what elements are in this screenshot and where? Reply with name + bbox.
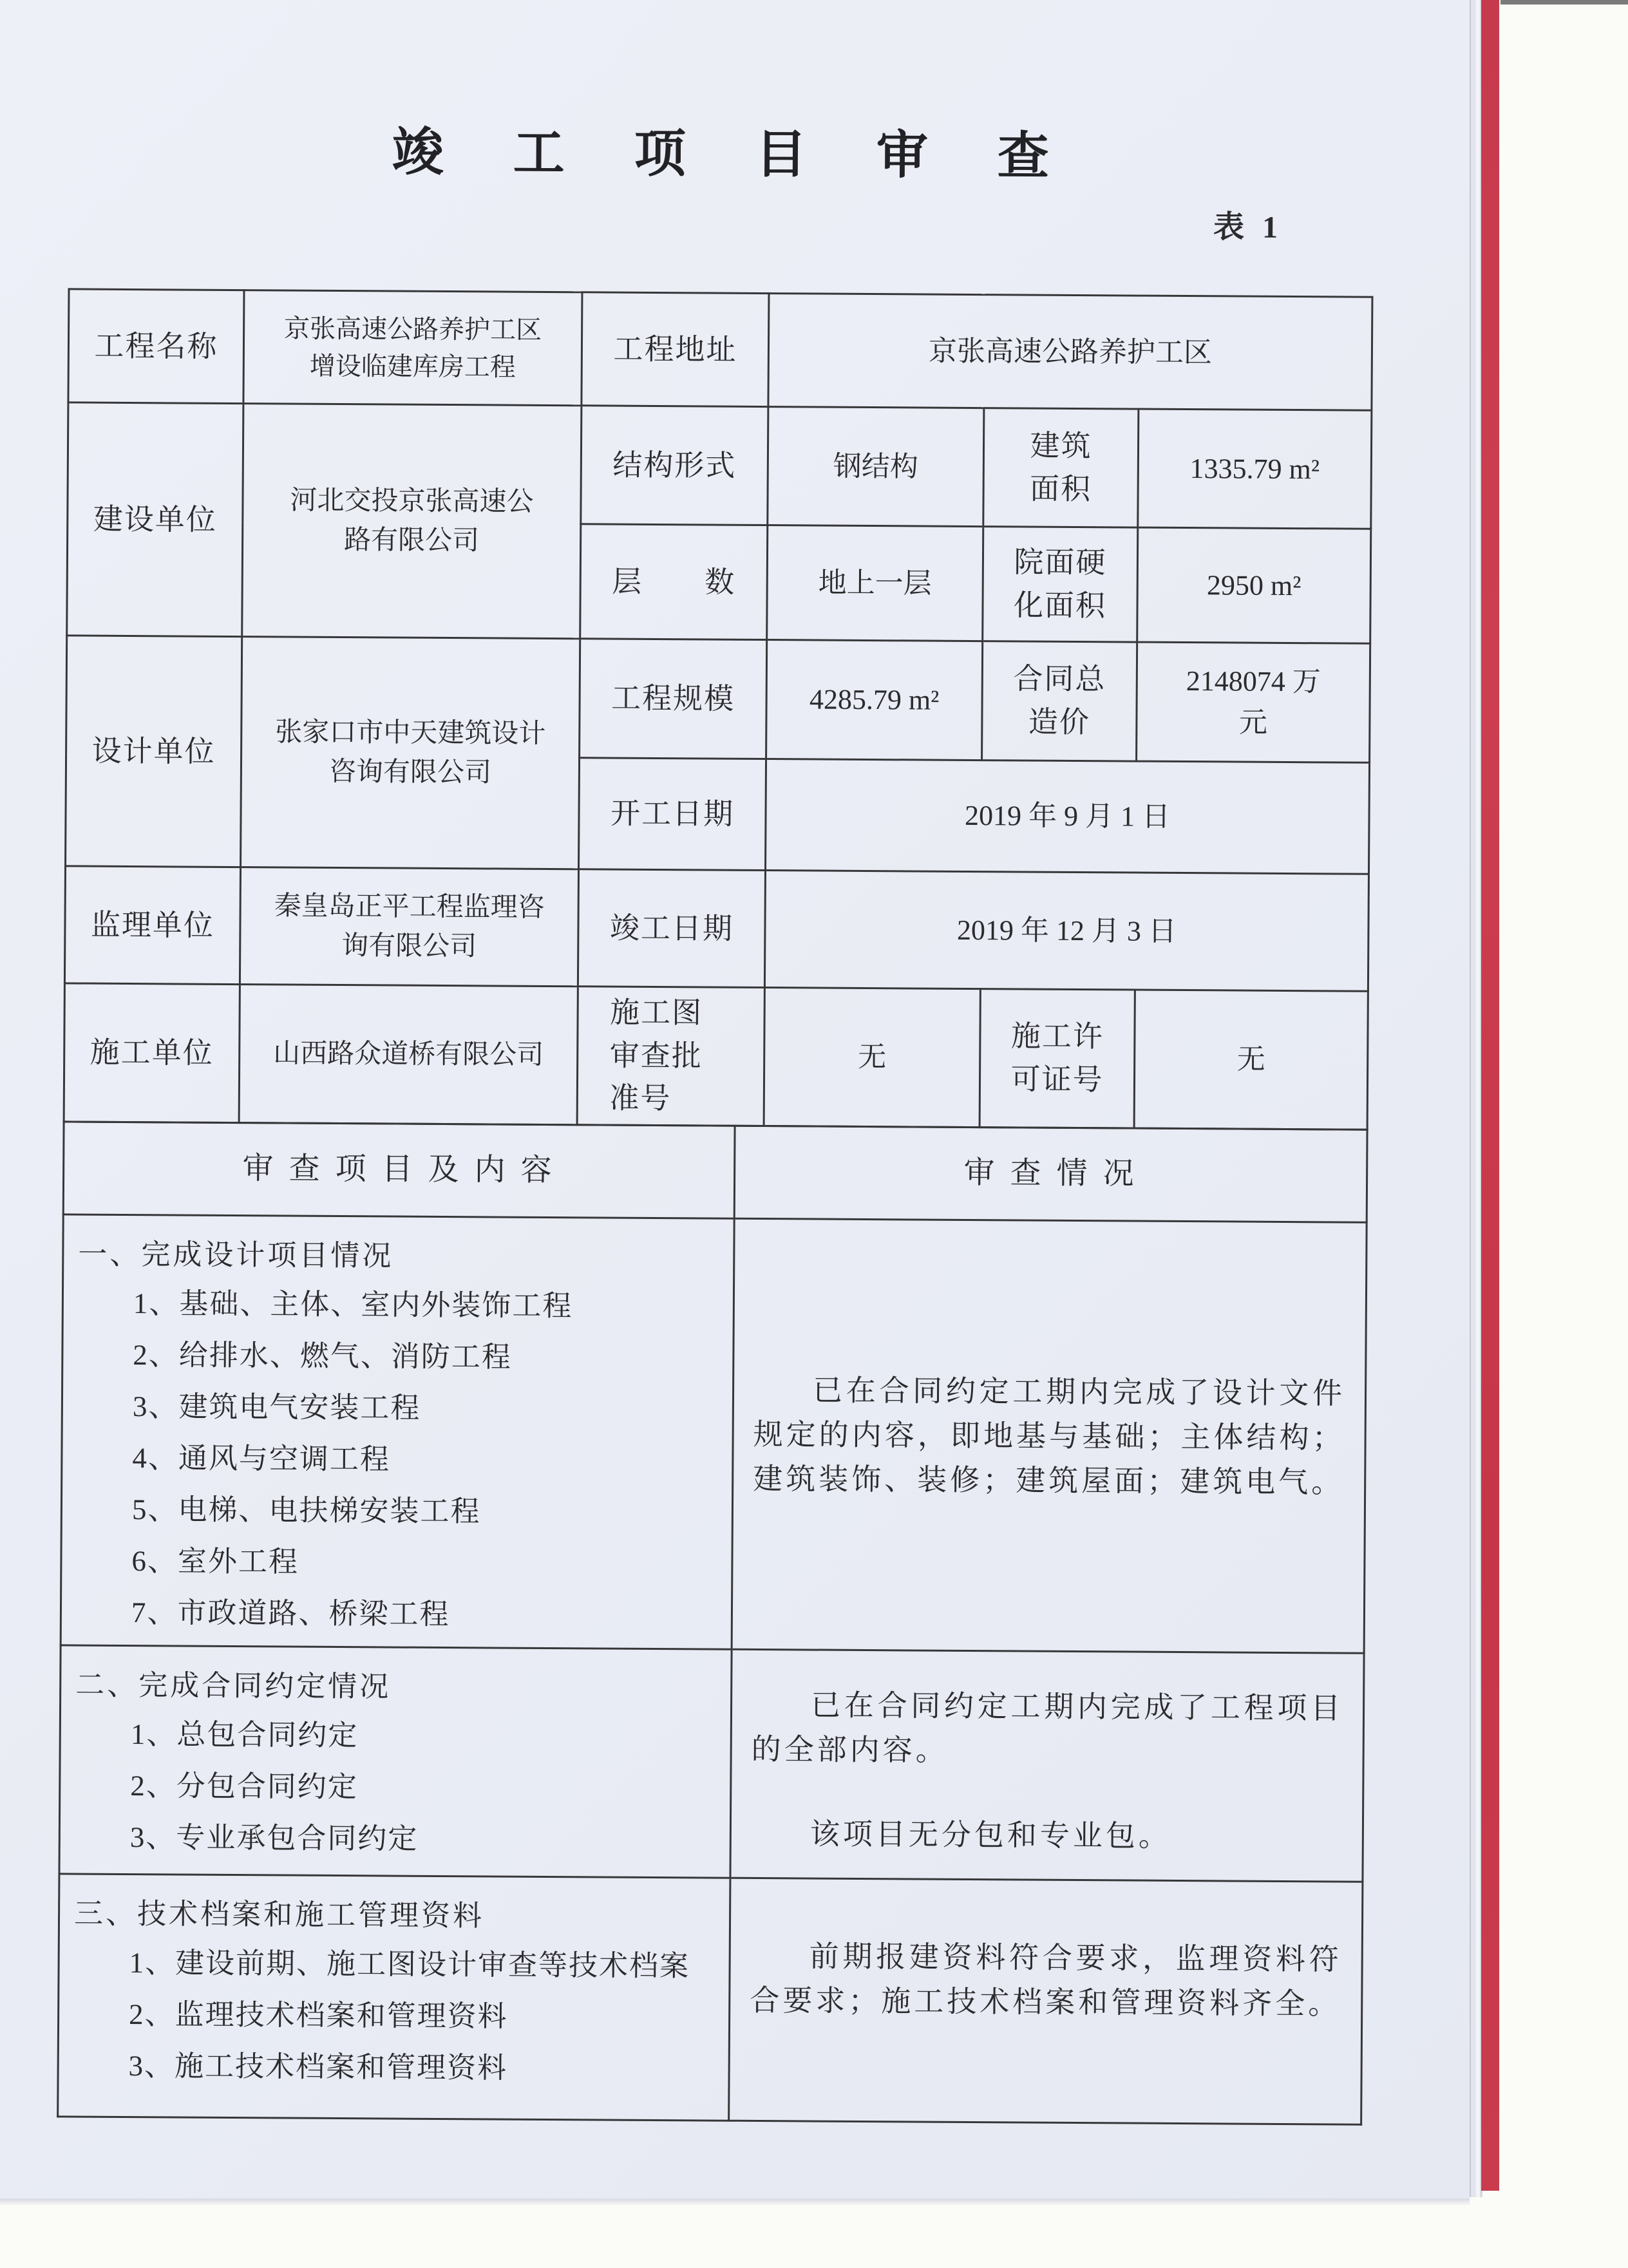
row-section-2 — [59, 1645, 1364, 1882]
section-1-heading: 一、完成设计项目情况 — [78, 1238, 394, 1272]
status-paragraph: 前期报建资料符合要求，监理资料符合要求；施工技术档案和管理资料齐全。 — [750, 1940, 1342, 2021]
contract-price-value: 2148074 万元 — [1137, 642, 1370, 762]
owner-label: 建设单位 — [67, 402, 243, 637]
section-1-list — [76, 1277, 721, 1642]
row-contractor — [64, 983, 1368, 1129]
row-review-header — [63, 1122, 1367, 1222]
status-paragraph: 已在合同约定工期内完成了设计文件规定的内容，即地基与基础；主体结构；建筑装饰、装修；建筑屋面；建筑电气。 — [753, 1374, 1346, 1499]
permit-value: 无 — [1134, 990, 1368, 1129]
scale-label: 工程规模 — [580, 639, 767, 759]
floors-value: 地上一层 — [767, 525, 983, 641]
list-item: 1、基础、主体、室内外装饰工程 — [133, 1287, 573, 1323]
list-item: 2、给排水、燃气、消防工程 — [133, 1338, 513, 1374]
section-3-status — [729, 1878, 1363, 2125]
owner-value: 河北交投京张高速公路有限公司 — [242, 404, 582, 639]
section-2-status — [730, 1650, 1364, 1882]
row-section-1 — [61, 1214, 1367, 1654]
completion-date-label: 竣工日期 — [578, 869, 765, 988]
building-area-label: 建筑面积 — [983, 408, 1139, 527]
section-1-status — [732, 1218, 1367, 1653]
section-2-list — [75, 1708, 719, 1867]
yard-area-value: 2950 m² — [1137, 527, 1371, 643]
list-item: 3、施工技术档案和管理资料 — [128, 2050, 508, 2085]
row-section-3 — [58, 1874, 1363, 2124]
section-2-heading: 二、完成合同约定情况 — [75, 1668, 392, 1703]
section-1-items — [61, 1214, 734, 1650]
row-supervisor — [64, 866, 1368, 991]
status-paragraph: 已在合同约定工期内完成了工程项目的全部内容。 — [751, 1688, 1344, 1768]
supervisor-value: 秦皇岛正平工程监理咨询有限公司 — [240, 867, 578, 987]
structure-label: 结构形式 — [581, 406, 768, 525]
address-label: 工程地址 — [582, 292, 769, 407]
list-item: 1、总包合同约定 — [130, 1718, 359, 1752]
floors-label: 层 数 — [580, 524, 768, 640]
list-item: 6、室外工程 — [131, 1545, 299, 1578]
completion-date-value: 2019 年 12 月 3 日 — [764, 871, 1368, 992]
review-table — [57, 1120, 1368, 2126]
contractor-label: 施工单位 — [64, 983, 240, 1123]
section-3-list — [73, 1937, 717, 2095]
section-3-items — [58, 1874, 730, 2121]
yard-area-label: 院面硬化面积 — [983, 527, 1138, 642]
list-item: 2、监理技术档案和管理资料 — [128, 1998, 508, 2033]
start-date-value: 2019 年 9 月 1 日 — [766, 759, 1370, 874]
structure-value: 钢结构 — [768, 407, 984, 527]
row-structure — [68, 402, 1372, 529]
designer-label: 设计单位 — [66, 636, 242, 867]
project-info-table — [63, 288, 1374, 1130]
designer-value: 张家口市中天建筑设计咨询有限公司 — [241, 637, 580, 869]
contract-price-label: 合同总造价 — [982, 641, 1137, 761]
list-item: 5、电梯、电扶梯安装工程 — [131, 1493, 481, 1528]
building-area-value: 1335.79 m² — [1138, 409, 1372, 529]
form-table — [57, 288, 1371, 2126]
list-item: 2、分包合同约定 — [130, 1770, 358, 1804]
start-date-label: 开工日期 — [579, 758, 766, 871]
list-item: 1、建设前期、施工图设计审查等技术档案 — [129, 1947, 690, 1983]
list-item: 7、市政道路、桥梁工程 — [131, 1596, 450, 1631]
address-value: 京张高速公路养护工区 — [768, 294, 1372, 411]
row-project-name — [68, 289, 1372, 410]
scanner-edge-shadow — [1500, 0, 1628, 5]
section-3-heading: 三、技术档案和施工管理资料 — [73, 1897, 485, 1933]
section-2-items — [59, 1645, 732, 1878]
list-item: 4、通风与空调工程 — [132, 1442, 391, 1476]
drawing-review-value: 无 — [764, 988, 980, 1128]
review-items-header: 审 查 项 目 及 内 容 — [63, 1122, 735, 1218]
contractor-value: 山西路众道桥有限公司 — [239, 985, 578, 1125]
project-name-value: 京张高速公路养护工区增设临建库房工程 — [243, 290, 582, 406]
table-number-label: 表 1 — [1213, 210, 1283, 245]
list-item: 3、建筑电气安装工程 — [132, 1390, 421, 1424]
supervisor-label: 监理单位 — [64, 866, 240, 985]
project-name-label: 工程名称 — [68, 289, 244, 404]
drawing-review-label: 施工图审查批准号 — [577, 987, 764, 1126]
review-status-header: 审 查 情 况 — [734, 1126, 1367, 1222]
status-paragraph: 该项目无分包和专业包。 — [809, 1817, 1172, 1853]
document-title: 竣 工 项 目 审 查 — [392, 124, 1078, 185]
row-scale — [66, 636, 1370, 762]
list-item: 3、专业承包合同约定 — [129, 1821, 419, 1856]
permit-label: 施工许可证号 — [980, 989, 1135, 1129]
scale-value: 4285.79 m² — [766, 640, 983, 761]
